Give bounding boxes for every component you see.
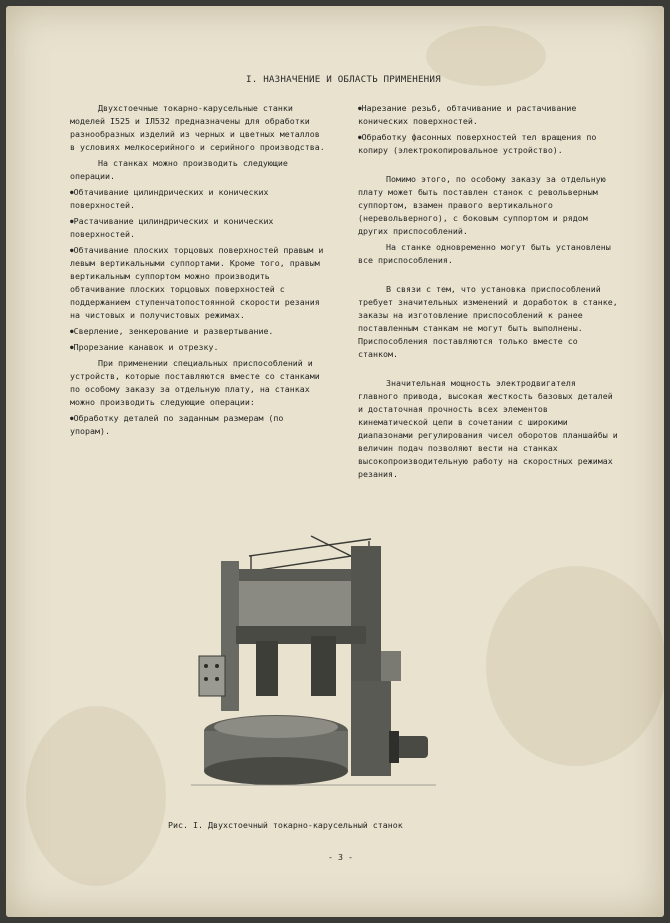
list-item: ● Обтачивание цилиндрических и конических поверхностей.: [70, 186, 325, 212]
section-title: I. НАЗНАЧЕНИЕ И ОБЛАСТЬ ПРИМЕНЕНИЯ: [246, 74, 441, 85]
list-item: ● Прорезание канавок и отрезку.: [70, 341, 325, 354]
list-item: ● Обтачивание плоских торцовых поверхностей правым и левым вертикальными суппортами. Кроме того, правым вертикальным суппортом можно производить обтачивание плоских торцовых поверхностей с поддержанием ступенчатопостоянной скорости резания на чистовых и получистовых режимах.: [70, 244, 325, 322]
right-column: [358, 102, 620, 484]
lathe-illustration: [191, 531, 436, 793]
paragraph: Помимо этого, по особому заказу за отдельную плату может быть поставлен станок с револьверным суппортом, взамен правого вертикального (неревольверного), с боковым суппортом и рядом других приспособлений.: [358, 174, 606, 236]
page-number: - 3 -: [328, 852, 353, 862]
paragraph: На станках можно производить следующие операции.: [70, 158, 288, 181]
left-column: [70, 102, 325, 441]
list-item: ● Обработку деталей по заданным размерам (по упорам).: [70, 412, 325, 438]
list-item: ● Растачивание цилиндрических и конических поверхностей.: [70, 215, 325, 241]
list-item: ● Сверление, зенкерование и развертывание.: [70, 325, 325, 338]
paper-stain: [486, 566, 664, 766]
document-page: [6, 6, 664, 917]
paragraph: При применении специальных приспособлений и устройств, которые поставляются вместе со станками по особому заказу за отдельную плату, на станках можно производить следующие операции:: [70, 358, 320, 407]
paragraph: Значительная мощность электродвигателя главного привода, высокая жесткость базовых деталей и достаточная прочность всех элементов кинематической цепи в сочетании с широкими диапазонами регулирования чисел оборотов планшайбы и величин подач позволяют вести на станках высокопроизводительную работу на скоростных режимах резания.: [358, 378, 618, 479]
list-item: ● Нарезание резьб, обтачивание и растачивание конических поверхностей.: [358, 102, 620, 128]
list-item: ● Обработку фасонных поверхностей тел вращения по копиру (электрокопировальное устройство).: [358, 131, 620, 157]
paper-stain: [26, 706, 166, 886]
paragraph: На станке одновременно могут быть установлены все приспособления.: [358, 242, 611, 265]
figure-caption: Рис. I. Двухстоечный токарно-карусельный станок: [168, 820, 403, 830]
paragraph: В связи с тем, что установка приспособлений требует значительных изменений и доработок в станке, заказы на изготовление приспособлений к ранее поставленным станкам не могут быть выполнены. Приспособления поставляются только вместе со станком.: [358, 284, 618, 359]
paragraph: Двухстоечные токарно-карусельные станки моделей I525 и IЛ532 предназначены для обработки разнообразных изделий из черных и цветных металлов в условиях мелкосерийного и серийного производства.: [70, 103, 325, 152]
